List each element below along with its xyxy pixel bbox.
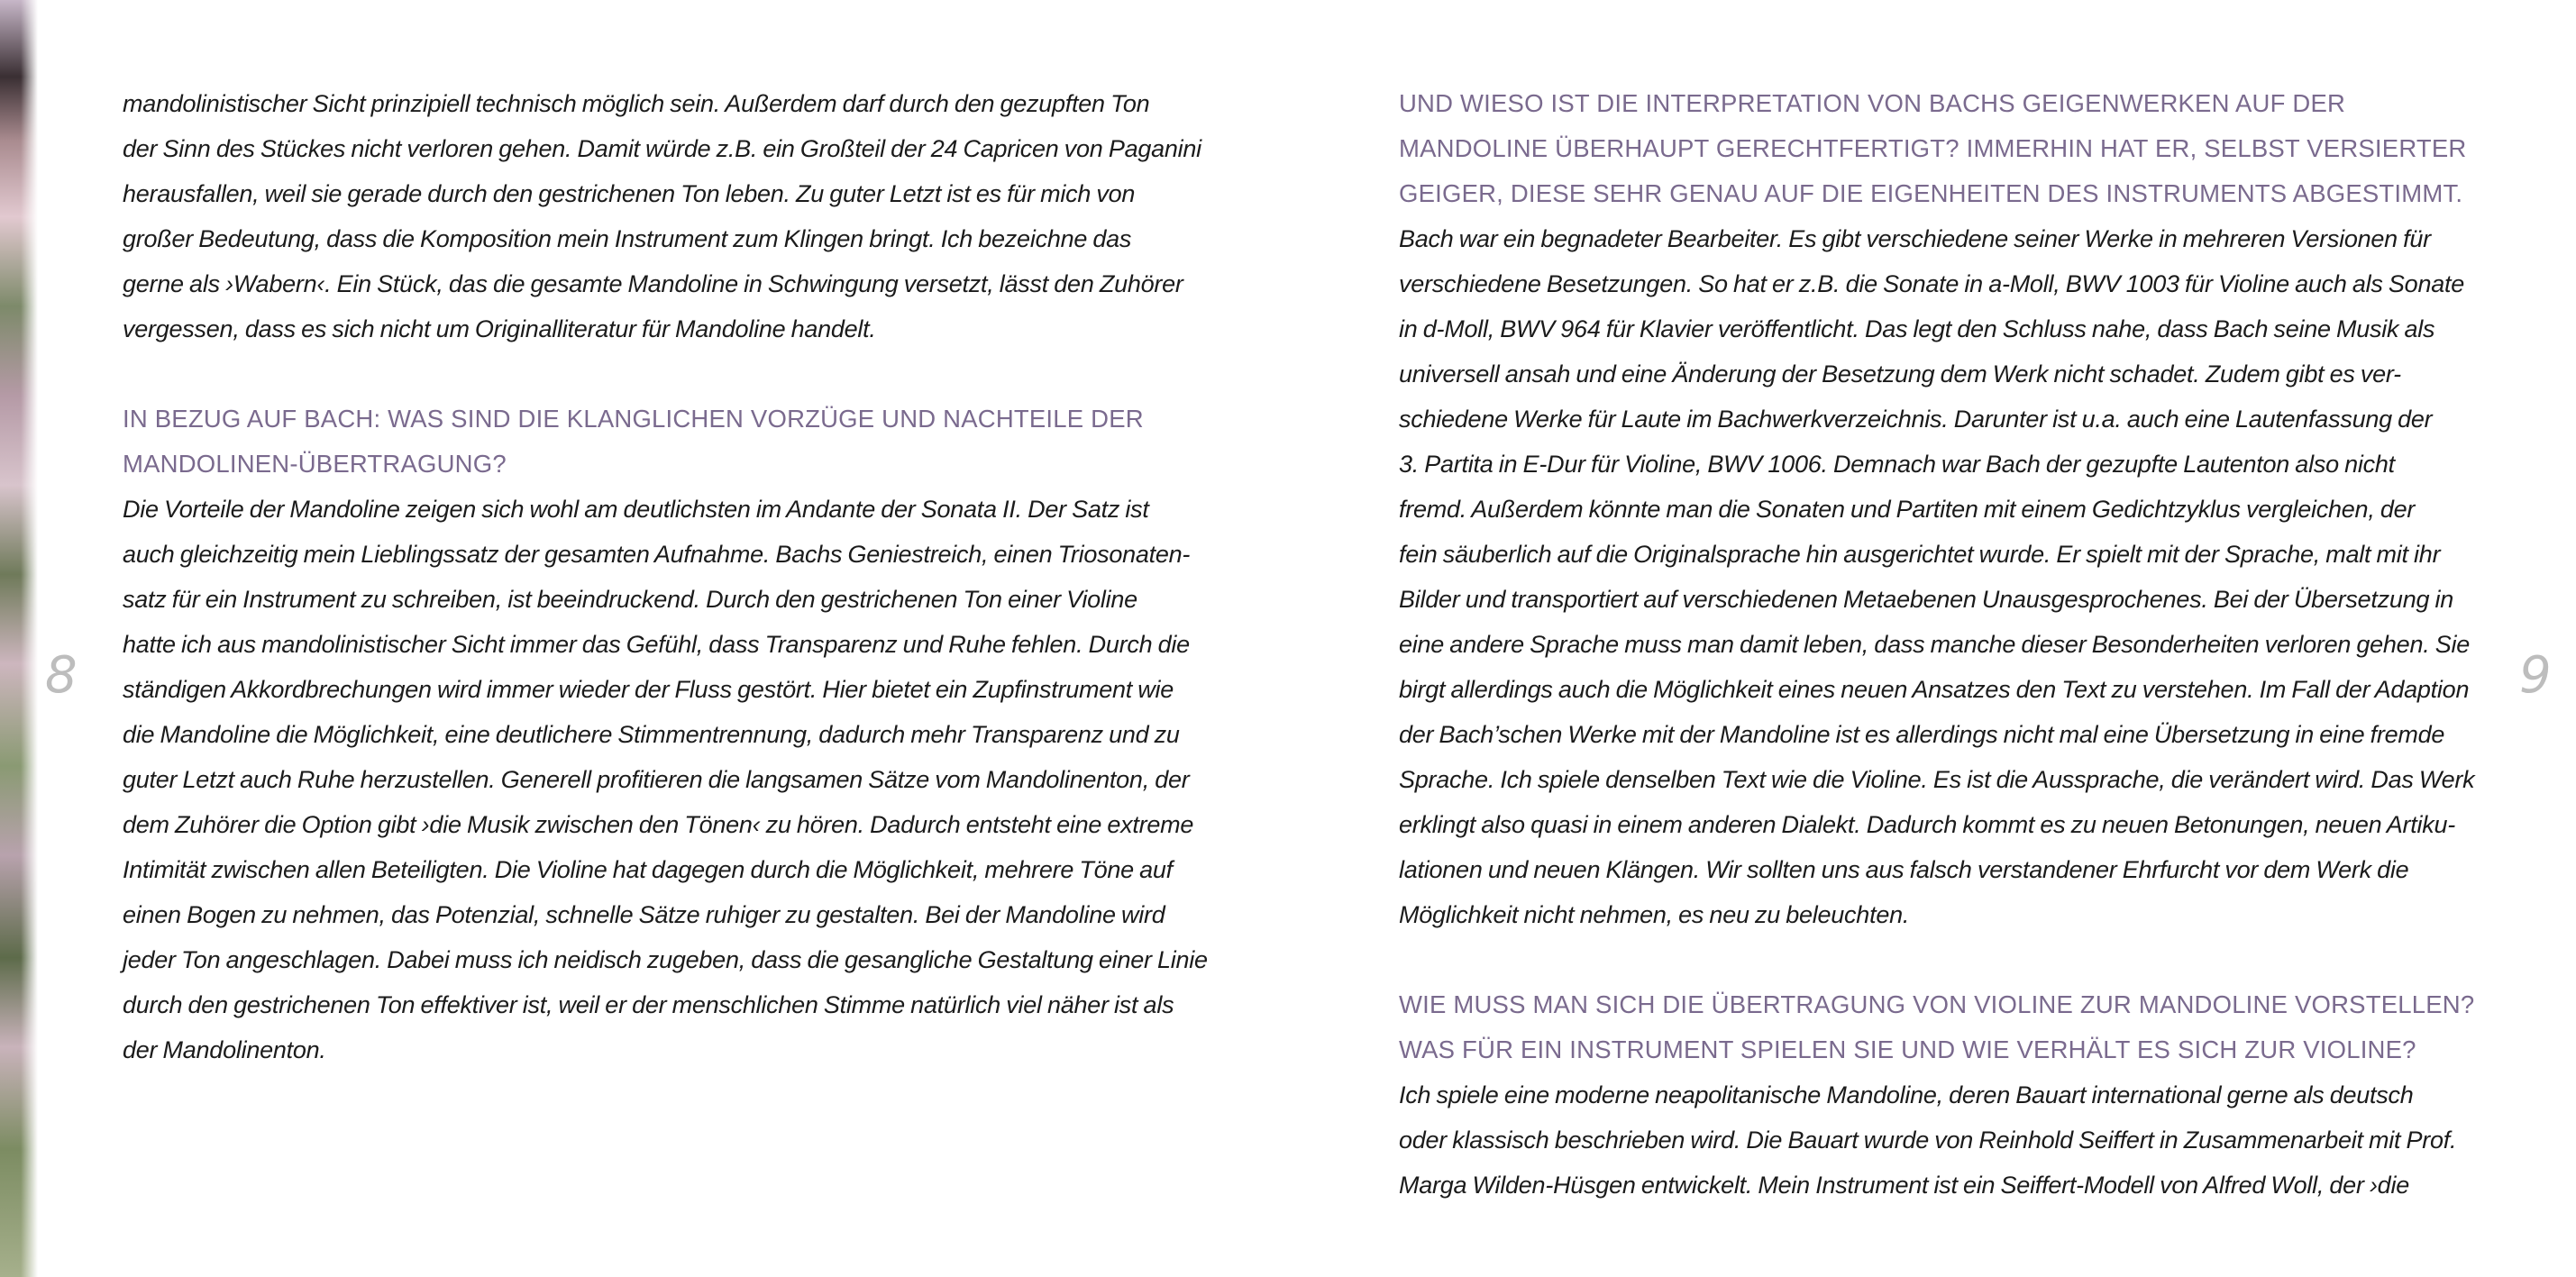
text-line: jeder Ton angeschlagen. Dabei muss ich neidisch zugeben, dass die gesangliche Gestaltung einer Linie [123,946,1208,973]
question-heading-bach [123,397,1204,487]
text-line: Intimität zwischen allen Beteiligten. Die Violine hat dagegen durch die Möglichkeit, mehrere Töne auf [123,856,1173,883]
answer-paragraph-instrument [1399,1072,2498,1208]
heading-line: WAS FÜR EIN INSTRUMENT SPIELEN SIE UND WIE VERHÄLT ES SICH ZUR VIOLINE? [1399,1035,2416,1063]
page-number-right: 9 [2519,646,2552,705]
text-line: herausfallen, weil sie gerade durch den gestrichenen Ton leben. Zu guter Letzt ist es für mich von [123,180,1136,207]
text-line: die Mandoline die Möglichkeit, eine deutlichere Stimmentrennung, dadurch mehr Transparenz und zu [123,721,1180,748]
text-line: Ich spiele eine moderne neapolitanische Mandoline, deren Bauart international gerne als deutsch [1399,1081,2414,1108]
heading-line: IN BEZUG AUF BACH: WAS SIND DIE KLANGLICHEN VORZÜGE UND NACHTEILE DER [123,405,1144,433]
heading-line: UND WIESO IST DIE INTERPRETATION VON BACHS GEIGENWERKEN AUF DER [1399,89,2346,117]
text-line: Die Vorteile der Mandoline zeigen sich wohl am deutlichsten im Andante der Sonata II. Der Satz ist [123,496,1149,523]
page-number-left: 8 [45,646,78,705]
text-line: guter Letzt auch Ruhe herzustellen. Generell profitieren die langsamen Sätze vom Mandolinenton, der [123,766,1190,793]
question-heading-justification [1399,81,2498,216]
left-page [123,81,1208,1072]
text-line: birgt allerdings auch die Möglichkeit eines neuen Ansatzes den Text zu verstehen. Im Fall der Adaption [1399,676,2470,703]
text-line: fein säuberlich auf die Originalsprache hin ausgerichtet wurde. Er spielt mit der Sprache, malt mit ihr [1399,541,2441,568]
right-page [1399,81,2498,1208]
text-line: erklingt also quasi in einem anderen Dialekt. Dadurch kommt es zu neuen Betonungen, neuen Artiku- [1399,811,2455,838]
text-line: hatte ich aus mandolinistischer Sicht immer das Gefühl, dass Transparenz und Ruhe fehlen. Durch die [123,631,1190,658]
text-line: in d-Moll, BWV 964 für Klavier veröffentlicht. Das legt den Schluss nahe, dass Bach seine Musik als [1399,315,2435,342]
intro-paragraph [123,81,1204,351]
heading-line: MANDOLINE ÜBERHAUPT GERECHTFERTIGT? IMMERHIN HAT ER, SELBST VERSIERTER [1399,134,2467,162]
text-line: schiedene Werke für Laute im Bachwerkverzeichnis. Darunter ist u.a. auch eine Lautenfassung der [1399,406,2433,433]
text-line: lationen und neuen Klängen. Wir sollten uns aus falsch verstandener Ehrfurcht vor dem Werk die [1399,856,2409,883]
text-line: auch gleichzeitig mein Lieblingssatz der gesamten Aufnahme. Bachs Geniestreich, einen Triosonaten- [123,541,1191,568]
text-line: fremd. Außerdem könnte man die Sonaten und Partiten mit einem Gedichtzyklus vergleichen, der [1399,496,2416,523]
answer-paragraph-bach [123,487,1208,1072]
text-line: der Mandolinenton. [123,1036,326,1063]
text-line: ständigen Akkordbrechungen wird immer wieder der Fluss gestört. Hier bietet ein Zupfinstrument wie [123,676,1174,703]
text-line: dem Zuhörer die Option gibt ›die Musik zwischen den Tönen‹ zu hören. Dadurch entsteht eine extreme [123,811,1194,838]
text-line: eine andere Sprache muss man damit leben, dass manche dieser Besonderheiten verloren gehen. Sie [1399,631,2470,658]
text-line: gerne als ›Wabern‹. Ein Stück, das die gesamte Mandoline in Schwingung versetzt, lässt den Zuhörer [123,270,1183,297]
text-line: verschiedene Besetzungen. So hat er z.B. die Sonate in a-Moll, BWV 1003 für Violine auch als Sonate [1399,270,2464,297]
cover-art-edge [0,0,38,1277]
text-line: Möglichkeit nicht nehmen, es neu zu beleuchten. [1399,901,1910,928]
text-line: der Bach’schen Werke mit der Mandoline ist es allerdings nicht mal eine Übersetzung in eine fremde [1399,721,2445,748]
text-line: Marga Wilden-Hüsgen entwickelt. Mein Instrument ist ein Seiffert-Modell von Alfred Woll, der ›die [1399,1172,2409,1199]
text-line: 3. Partita in E-Dur für Violine, BWV 1006. Demnach war Bach der gezupfte Lautenton also nicht [1399,451,2395,478]
text-line: Bilder und transportiert auf verschiedenen Metaebenen Unausgesprochenes. Bei der Übersetzung in [1399,586,2453,613]
text-line: durch den gestrichenen Ton effektiver ist, weil er der menschlichen Stimme natürlich viel näher ist als [123,991,1174,1018]
text-line: einen Bogen zu nehmen, das Potenzial, schnelle Sätze ruhiger zu gestalten. Bei der Mandoline wird [123,901,1165,928]
text-line: satz für ein Instrument zu schreiben, ist beeindruckend. Durch den gestrichenen Ton einer Violine [123,586,1137,613]
heading-line: MANDOLINEN-ÜBERTRAGUNG? [123,450,507,478]
text-line: der Sinn des Stückes nicht verloren gehen. Damit würde z.B. ein Großteil der 24 Capricen von Paganini [123,135,1201,162]
heading-line: GEIGER, DIESE SEHR GENAU AUF DIE EIGENHEITEN DES INSTRUMENTS ABGESTIMMT. [1399,179,2463,207]
text-line: großer Bedeutung, dass die Komposition mein Instrument zum Klingen bringt. Ich bezeichne das [123,225,1132,252]
question-heading-transfer [1399,982,2498,1072]
text-line: universell ansah und eine Änderung der Besetzung dem Werk nicht schadet. Zudem gibt es ver- [1399,360,2401,388]
heading-line: WIE MUSS MAN SICH DIE ÜBERTRAGUNG VON VIOLINE ZUR MANDOLINE VORSTELLEN? [1399,990,2475,1018]
answer-paragraph-justification [1399,216,2498,937]
text-line: mandolinistischer Sicht prinzipiell technisch möglich sein. Außerdem darf durch den gezupften Ton [123,90,1150,117]
text-line: vergessen, dass es sich nicht um Originalliteratur für Mandoline handelt. [123,315,876,342]
text-line: oder klassisch beschrieben wird. Die Bauart wurde von Reinhold Seiffert in Zusammenarbeit mit Prof. [1399,1126,2457,1154]
text-line: Sprache. Ich spiele denselben Text wie die Violine. Es ist die Aussprache, die verändert wird. Das Werk [1399,766,2475,793]
text-line: Bach war ein begnadeter Bearbeiter. Es gibt verschiedene seiner Werke in mehreren Versionen für [1399,225,2431,252]
